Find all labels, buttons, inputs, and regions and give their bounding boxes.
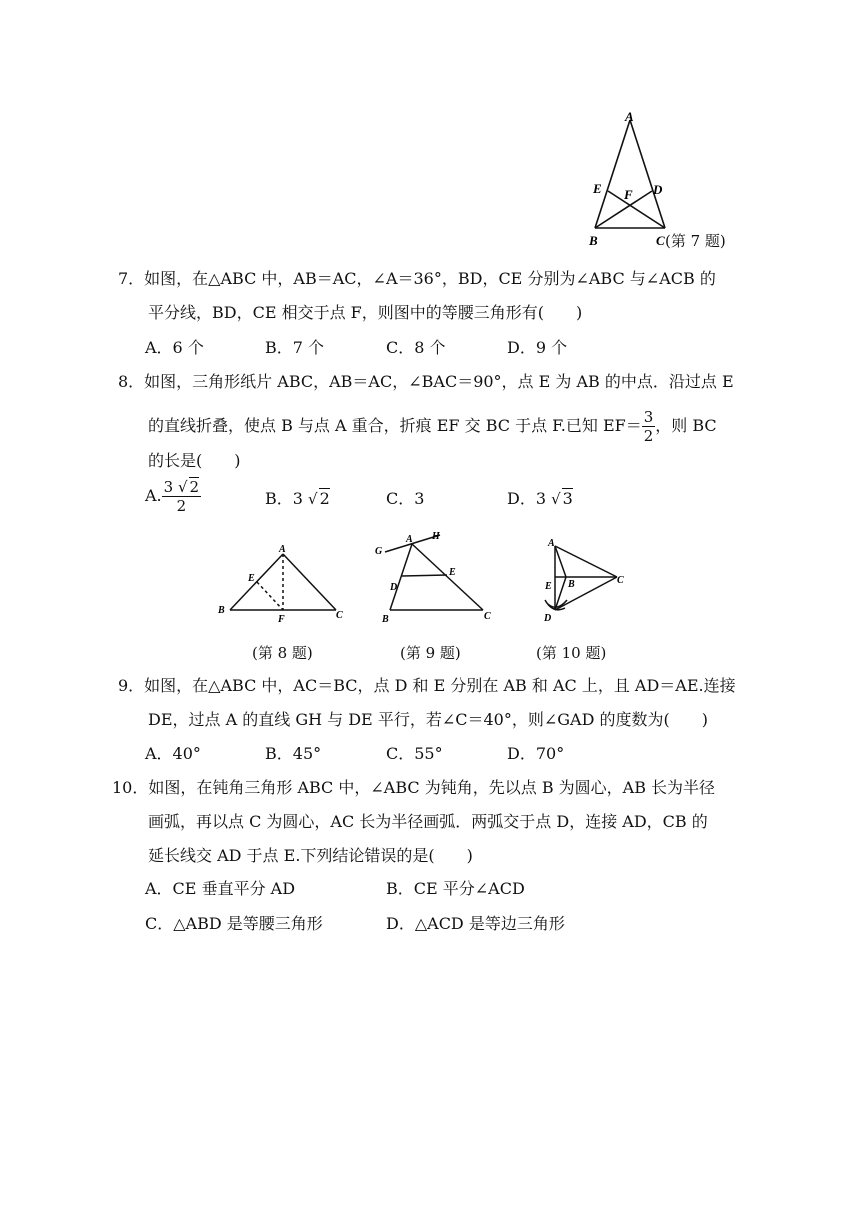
q10-option-c: C．△ABD 是等腰三角形 [145,914,323,933]
q8-option-d: D．3 √ 3 [507,489,573,508]
label-E: E [449,567,456,578]
q10-option-a: A．CE 垂直平分 AD [145,879,296,898]
figure-caption-q10: (第 10 题) [536,644,607,662]
q10-stem-line1: 10．如图，在钝角三角形 ABC 中，∠ABC 为钝角，先以点 B 为圆心，AB 长为半径 [112,778,716,797]
q9-stem-line2: DE，过点 A 的直线 GH 与 DE 平行，若∠C＝40°，则∠GAD 的度数为( ) [148,710,708,729]
figure-q9 [370,527,500,627]
figure-q10 [535,530,635,625]
q7-option-a: A．6 个 [145,338,204,357]
q7-option-d: D．9 个 [507,338,568,357]
q7-stem-line2: 平分线，BD，CE 相交于点 F，则图中的等腰三角形有( ) [148,303,583,322]
label-E: E [248,573,255,584]
figure-caption-q8: (第 8 题) [252,644,313,662]
q9-option-b: B．45° [265,744,322,763]
label-F: F [624,187,633,202]
q10-option-d: D．△ACD 是等边三角形 [386,914,565,933]
label-E: E [593,181,602,196]
label-C: C [484,611,491,622]
q8-stem-line1: 8．如图，三角形纸片 ABC，AB＝AC，∠BAC＝90°，点 E 为 AB 的中点．沿过点 E [118,372,734,391]
label-A: A [406,534,413,545]
q8-option-a: A. $\frac{3 √ 2}{2}$ [145,478,200,515]
q7-option-c: C．8 个 [386,338,446,357]
q10-stem-line3: 延长线交 AD 于点 E.下列结论错误的是( ) [148,846,473,865]
label-B: B [382,614,389,625]
label-B: B [218,605,225,616]
q10-stem-line2: 画弧，再以点 C 为圆心，AC 长为半径画弧．两弧交于点 D，连接 AD，CB 的 [148,812,708,831]
figure-q8 [210,540,355,630]
fraction-ef: $\frac{3}{2}$ [643,408,654,445]
q10-option-b: B．CE 平分∠ACD [386,879,525,898]
label-G: G [375,546,383,557]
q8-stem-line2 [148,408,717,445]
q9-option-c: C．55° [386,744,443,763]
q8-stem-line2-b: ，则 BC [655,416,717,435]
figure-caption-q7: (第 7 题) [665,232,726,250]
q9-option-a: A．40° [145,744,201,763]
q7-option-b: B．7 个 [265,338,325,357]
label-D: D [653,182,663,197]
label-A: A [625,109,634,124]
label-B: B [568,579,575,590]
q8-option-b: B．3 √ 2 [265,489,330,508]
figure-caption-q9: (第 9 题) [400,644,461,662]
label-A: A [548,538,555,549]
q7-stem-line1: 7．如图，在△ABC 中，AB＝AC，∠A＝36°，BD，CE 分别为∠ABC 与∠ACB 的 [118,269,716,288]
q8-stem-line3: 的长是( ) [148,451,241,470]
label-A: A [279,544,286,555]
label-B: B [589,233,598,248]
label-C: C [336,610,343,621]
label-C: C [617,575,624,586]
q9-stem-line1: 9．如图，在△ABC 中，AC＝BC，点 D 和 E 分别在 AB 和 AC 上，且 AD＝AE.连接 [118,676,736,695]
label-E: E [545,581,552,592]
q8-option-c: C．3 [386,489,425,508]
label-C: C [656,233,665,248]
label-F: F [278,614,285,625]
label-D: D [544,613,552,624]
q9-option-d: D．70° [507,744,565,763]
label-H: H [432,531,440,542]
option-a-fraction: $\frac{3 √ 2}{2}$ [163,478,200,515]
q8-stem-line2-a: 的直线折叠，使点 B 与点 A 重合，折痕 EF 交 BC 于点 F.已知 EF＝ [148,416,642,435]
label-D: D [390,582,398,593]
